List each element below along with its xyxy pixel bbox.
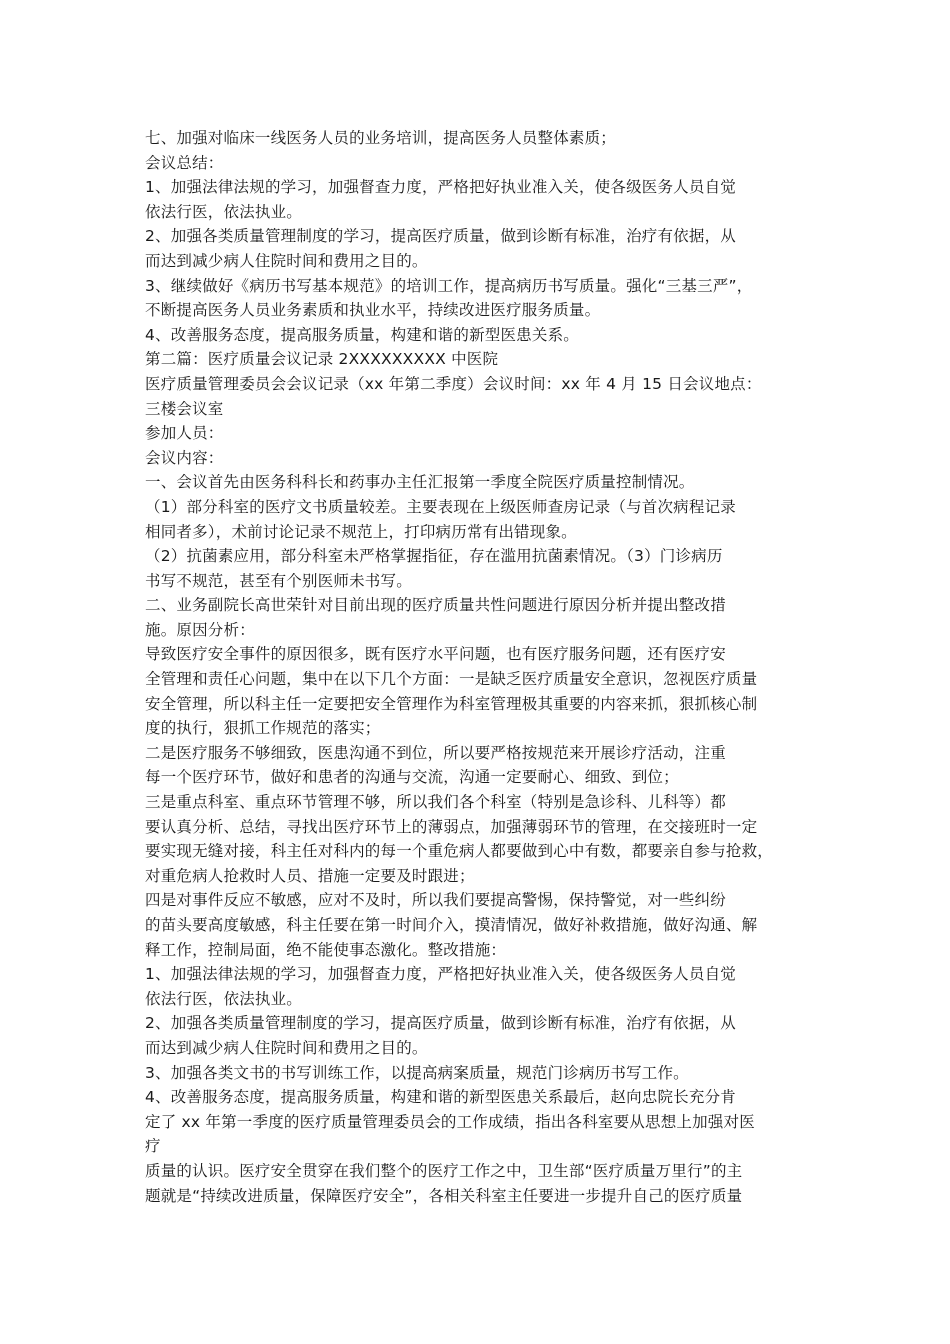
text-line: 不断提高医务人员业务素质和执业水平，持续改进医疗服务质量。 bbox=[145, 301, 601, 320]
document-body bbox=[145, 126, 825, 1208]
text-line: 三是重点科室、重点环节管理不够，所以我们各个科室（特别是急诊科、儿科等）都 bbox=[145, 793, 726, 812]
text-line: 医疗质量管理委员会会议记录（xx 年第二季度）会议时间：xx 年 4 月 15 日会议地点： bbox=[145, 374, 762, 393]
text-line: 三楼会议室 bbox=[145, 399, 224, 418]
text-line: 七、加强对临床一线医务人员的业务培训，提高医务人员整体素质； bbox=[145, 129, 617, 147]
text-line: 参加人员： bbox=[145, 424, 224, 443]
text-line: 疗 bbox=[145, 1137, 161, 1156]
text-line: 要实现无缝对接，科主任对科内的每一个重危病人都要做到心中有数，都要亲自参与抢救， bbox=[145, 842, 774, 861]
text-line: 2、加强各类质量管理制度的学习，提高医疗质量，做到诊断有标准，治疗有依据，从 bbox=[145, 1014, 736, 1033]
text-line: 二、业务副院长高世荣针对目前出现的医疗质量共性问题进行原因分析并提出整改措 bbox=[145, 596, 726, 615]
text-line: 的苗头要高度敏感，科主任要在第一时间介入，摸清情况，做好补救措施，做好沟通、解 bbox=[145, 916, 758, 934]
text-line: （2）抗菌素应用，部分科室未严格掌握指征，存在滥用抗菌素情况。（3）门诊病历 bbox=[145, 547, 723, 566]
text-line: 释工作，控制局面，绝不能使事态激化。整改措施： bbox=[145, 940, 507, 959]
text-line: 书写不规范，甚至有个别医师未书写。 bbox=[145, 571, 412, 590]
text-line: 2、加强各类质量管理制度的学习，提高医疗质量，做到诊断有标准，治疗有依据，从 bbox=[145, 227, 736, 246]
text-line: 会议总结： bbox=[145, 153, 224, 172]
text-line: 度的执行，狠抓工作规范的落实； bbox=[145, 719, 381, 738]
text-line: 3、加强各类文书的书写训练工作，以提高病案质量，规范门诊病历书写工作。 bbox=[145, 1063, 689, 1082]
text-line: 一、会议首先由医务科科长和药事办主任汇报第一季度全院医疗质量控制情况。 bbox=[145, 473, 695, 492]
text-line: 4、改善服务态度，提高服务质量，构建和谐的新型医患关系最后，赵向忠院长充分肯 bbox=[145, 1088, 736, 1107]
text-line: 而达到减少病人住院时间和费用之目的。 bbox=[145, 1038, 428, 1057]
section-heading: 第二篇：医疗质量会议记录 2XXXXXXXXX 中医院 bbox=[145, 350, 499, 369]
text-line: 四是对事件反应不敏感，应对不及时，所以我们要提高警惕，保持警觉，对一些纠纷 bbox=[145, 891, 726, 910]
text-line: 每一个医疗环节，做好和患者的沟通与交流，沟通一定要耐心、细致、到位； bbox=[145, 768, 679, 787]
text-line: 题就是“持续改进质量，保障医疗安全”，各相关科室主任要进一步提升自己的医疗质量 bbox=[145, 1186, 743, 1205]
text-line: 依法行医，依法执业。 bbox=[145, 989, 303, 1008]
text-line: （1）部分科室的医疗文书质量较差。主要表现在上级医师查房记录（与首次病程记录 bbox=[145, 497, 736, 516]
text-line: 而达到减少病人住院时间和费用之目的。 bbox=[145, 251, 428, 270]
text-line: 施。原因分析： bbox=[145, 620, 255, 639]
text-line: 1、加强法律法规的学习，加强督查力度，严格把好执业准入关，使各级医务人员自觉 bbox=[145, 178, 736, 197]
text-line: 3、继续做好《病历书写基本规范》的培训工作，提高病历书写质量。强化“三基三严”， bbox=[145, 276, 753, 295]
text-line: 定了 xx 年第一季度的医疗质量管理委员会的工作成绩，指出各科室要从思想上加强对医 bbox=[145, 1112, 755, 1131]
text-line: 二是医疗服务不够细致，医患沟通不到位，所以要严格按规范来开展诊疗活动，注重 bbox=[145, 743, 726, 762]
text-line: 导致医疗安全事件的原因很多，既有医疗水平问题，也有医疗服务问题，还有医疗安 bbox=[145, 645, 726, 664]
text-line: 1、加强法律法规的学习，加强督查力度，严格把好执业准入关，使各级医务人员自觉 bbox=[145, 965, 736, 984]
text-line: 4、改善服务态度，提高服务质量，构建和谐的新型医患关系。 bbox=[145, 325, 579, 344]
text-line: 质量的认识。医疗安全贯穿在我们整个的医疗工作之中，卫生部“医疗质量万里行”的主 bbox=[145, 1161, 743, 1180]
text-line: 相同者多），术前讨论记录不规范上，打印病历常有出错现象。 bbox=[145, 522, 577, 541]
text-line: 要认真分析、总结，寻找出医疗环节上的薄弱点，加强薄弱环节的管理，在交接班时一定 bbox=[145, 817, 758, 836]
text-line: 安全管理，所以科主任一定要把安全管理作为科室管理极其重要的内容来抓，狠抓核心制 bbox=[145, 694, 758, 713]
text-line: 全管理和责任心问题，集中在以下几个方面：一是缺乏医疗质量安全意识，忽视医疗质量 bbox=[145, 670, 758, 689]
text-line: 对重危病人抢救时人员、措施一定要及时跟进； bbox=[145, 866, 475, 885]
text-line: 依法行医，依法执业。 bbox=[145, 202, 303, 221]
text-line: 会议内容： bbox=[145, 448, 224, 467]
